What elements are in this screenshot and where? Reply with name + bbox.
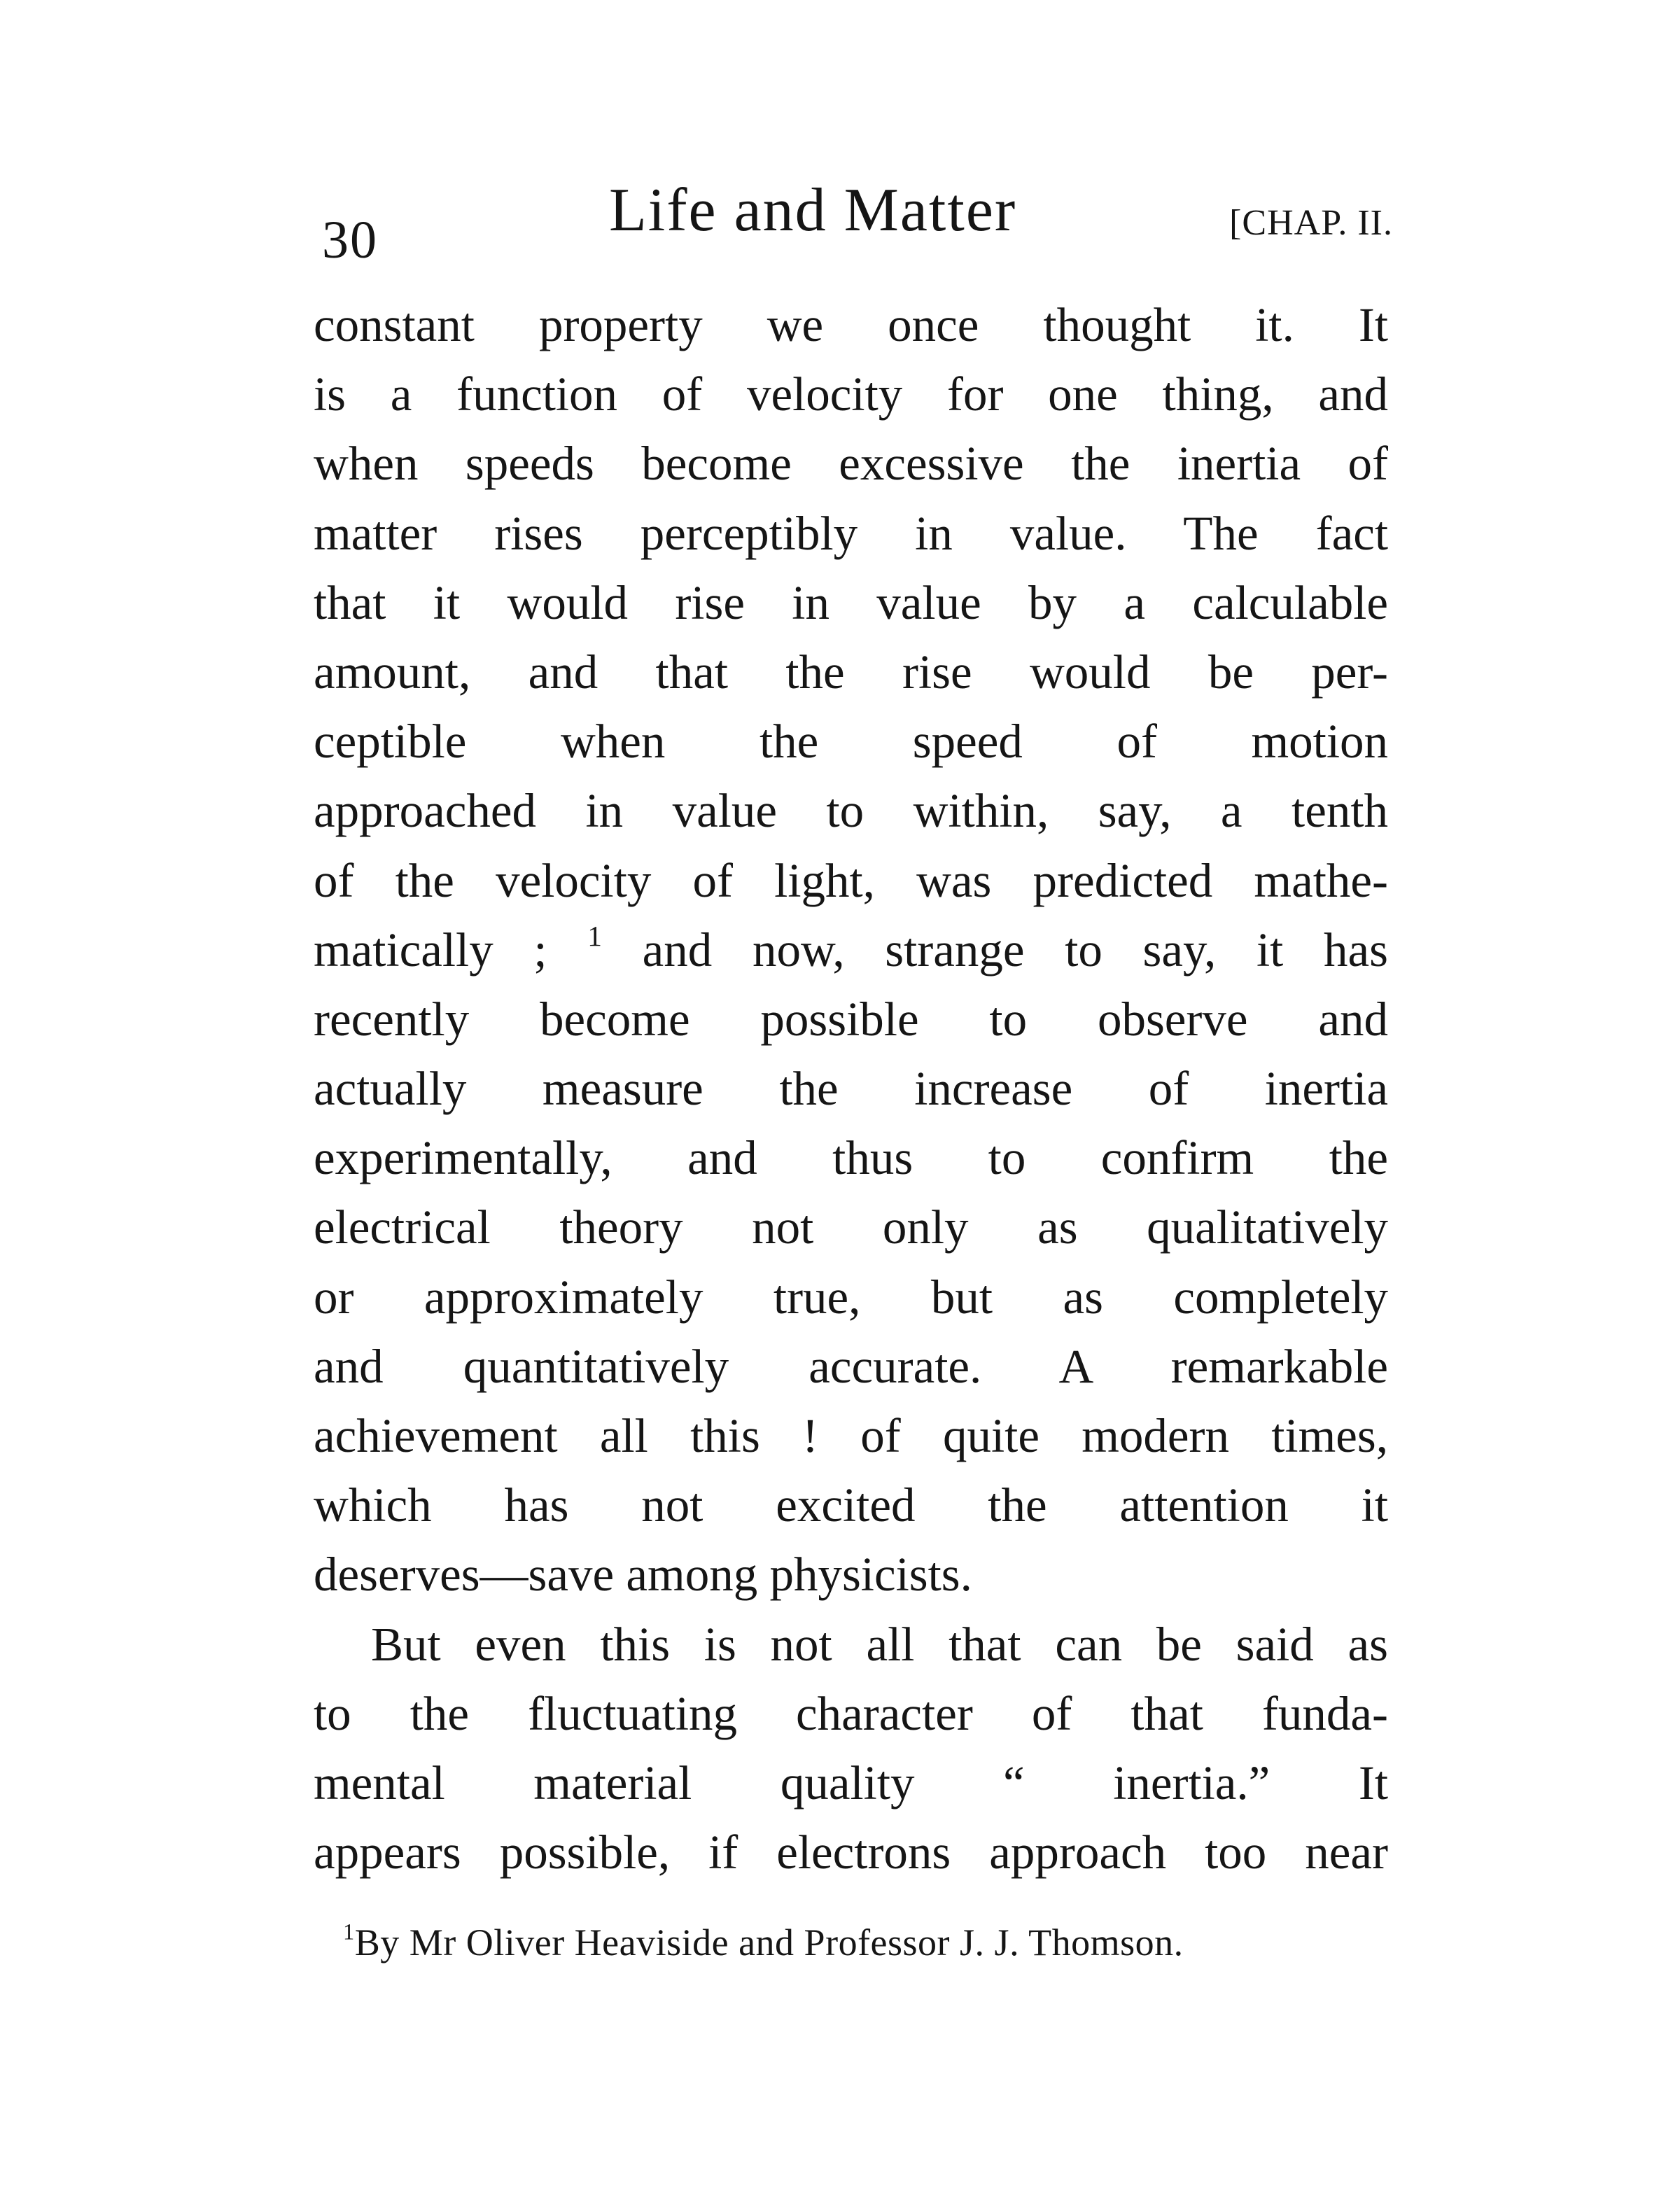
paragraph-start-line: But even this is not all that can be said as [371, 1617, 1388, 1671]
text-line: electrical theory not only as qualitatively [314, 1200, 1388, 1254]
text-line: mental material quality “ inertia.” It [314, 1756, 1388, 1809]
footnote-reference: 1 [587, 919, 602, 952]
footnote-marker: 1 [343, 1919, 355, 1945]
text-line: that it would rise in value by a calculable [314, 575, 1388, 629]
line-rest: and now, strange to say, it has [642, 923, 1388, 976]
text-line: is a function of velocity for one thing, and [314, 368, 1388, 421]
footnote [343, 1921, 1184, 1963]
text-line: actually measure the increase of inertia [314, 1062, 1388, 1116]
text-line: ceptible when the speed of motion [314, 715, 1388, 769]
page-number: 30 [322, 211, 378, 270]
text-line: appears possible, if electrons approach too near [314, 1826, 1388, 1879]
body-text [314, 290, 1388, 1887]
text-line: or approximately true, but as completely [314, 1270, 1388, 1324]
text-line: matter rises perceptibly in value. The fact [314, 506, 1388, 560]
paragraph-end-line: deserves—save among physicists. [314, 1548, 972, 1602]
footnote-text: By Mr Oliver Heaviside and Professor J. J. Thomson. [354, 1921, 1184, 1963]
text-line: when speeds become excessive the inertia of [314, 437, 1388, 491]
running-title: Life and Matter [609, 176, 1017, 244]
page-header [322, 172, 1393, 270]
text-line: constant property we once thought it. It [314, 298, 1388, 351]
text-line: recently become possible to observe and [314, 992, 1388, 1046]
text-line: experimentally, and thus to confirm the [314, 1131, 1388, 1185]
chapter-mark: [CHAP. II. [1229, 203, 1393, 243]
text-line: and quantitatively accurate. A remarkable [314, 1339, 1388, 1393]
text-line: to the fluctuating character of that funda- [314, 1686, 1388, 1740]
text-line: approached in value to within, say, a tenth [314, 784, 1388, 838]
text-line: which has not excited the attention it [314, 1478, 1388, 1532]
line-prefix: matically ; [314, 923, 547, 976]
text-line: of the velocity of light, was predicted mathe- [314, 853, 1388, 907]
text-line-with-footnote-ref [314, 916, 1388, 985]
text-line: achievement all this ! of quite modern times, [314, 1409, 1388, 1462]
text-line: amount, and that the rise would be per- [314, 645, 1388, 699]
